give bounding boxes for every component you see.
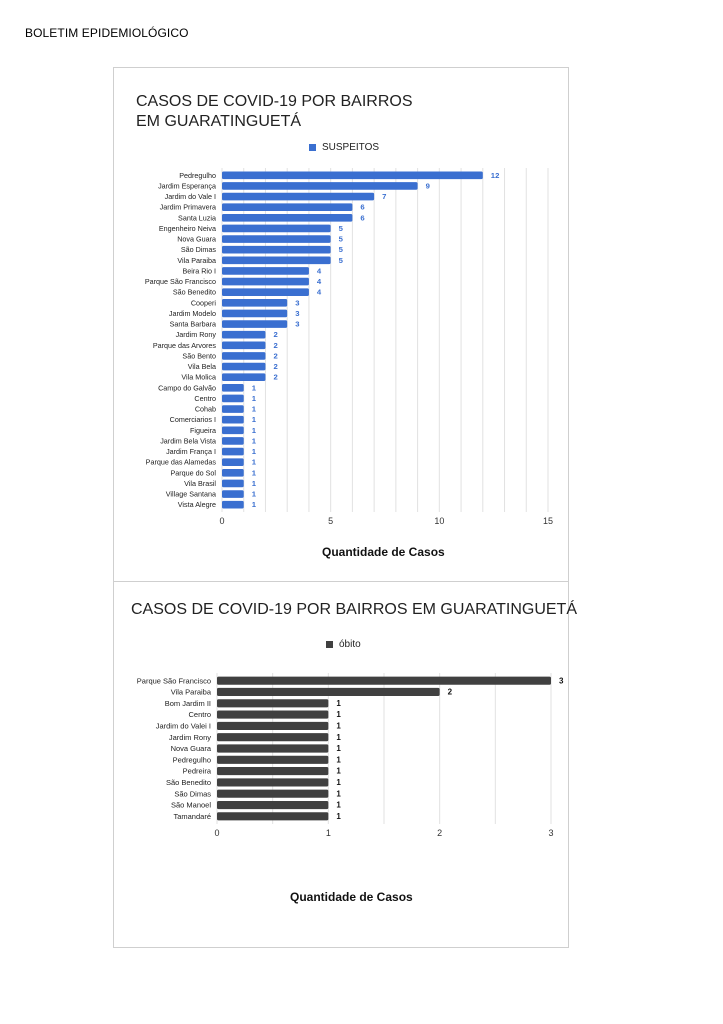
bar — [217, 790, 328, 798]
bar — [222, 501, 244, 509]
bar — [222, 395, 244, 403]
bar — [222, 310, 287, 318]
data-label: 1 — [251, 447, 257, 457]
data-label: 2 — [447, 687, 453, 697]
data-label: 1 — [251, 404, 257, 414]
x-tick-label: 0 — [219, 516, 225, 526]
bar — [222, 405, 244, 413]
category-label: Santa Luzia — [178, 213, 216, 223]
bar — [217, 688, 440, 696]
bar — [217, 711, 328, 719]
x-tick-label: 0 — [214, 828, 220, 838]
category-label: Jardim Primavera — [159, 202, 216, 212]
data-label: 4 — [316, 277, 322, 287]
bar — [222, 235, 331, 243]
bar — [222, 448, 244, 456]
category-label: Parque das Alamedas — [145, 457, 216, 467]
category-label: Parque das Arvores — [152, 340, 216, 350]
bar — [222, 490, 244, 498]
data-label: 6 — [360, 202, 365, 212]
x-tick-label: 2 — [437, 828, 443, 838]
bar — [222, 256, 331, 264]
legend-label: óbito — [339, 639, 361, 650]
data-label: 4 — [316, 266, 322, 276]
category-label: Jardim Bela Vista — [160, 436, 216, 446]
data-label: 1 — [336, 744, 341, 754]
category-label: Parque São Francisco — [136, 676, 211, 686]
bar — [217, 722, 328, 730]
bar — [222, 426, 244, 434]
data-label: 2 — [273, 340, 278, 350]
bar — [217, 677, 551, 685]
data-label: 1 — [251, 425, 257, 435]
category-label: Parque do Sol — [170, 468, 216, 478]
bar — [222, 352, 265, 360]
data-label: 1 — [336, 778, 341, 788]
data-label: 5 — [338, 234, 343, 244]
data-label: 3 — [295, 319, 300, 329]
category-label: Pedregulho — [172, 755, 211, 765]
category-label: Vila Paraiba — [177, 255, 216, 265]
bar — [222, 288, 309, 296]
data-label: 12 — [490, 170, 500, 180]
data-label: 2 — [273, 362, 278, 372]
category-label: Jardim do Vale I — [164, 192, 216, 202]
x-axis-label: Quantidade de Casos — [290, 890, 413, 904]
category-label: Pedregulho — [179, 170, 216, 180]
bar — [217, 744, 328, 752]
data-label: 1 — [251, 383, 257, 393]
data-label: 4 — [316, 287, 322, 297]
data-label: 1 — [251, 457, 257, 467]
document-header: BOLETIM EPIDEMIOLÓGICO — [25, 26, 189, 40]
data-label: 9 — [425, 181, 430, 191]
bar — [222, 267, 309, 275]
x-tick-label: 5 — [328, 516, 334, 526]
bar — [222, 278, 309, 286]
category-label: Nova Guara — [170, 744, 211, 754]
legend-label: SUSPEITOS — [322, 142, 380, 153]
category-label: Cohab — [194, 404, 216, 414]
bar — [222, 416, 244, 424]
data-label: 6 — [360, 213, 365, 223]
bar — [222, 246, 331, 254]
bar — [217, 778, 328, 786]
category-label: Jardim Esperança — [158, 181, 216, 191]
bar — [222, 373, 265, 381]
bar — [217, 699, 328, 707]
bar — [222, 341, 265, 349]
category-label: São Bento — [182, 351, 216, 361]
category-label: Tamandaré — [173, 811, 211, 821]
data-label: 3 — [295, 308, 300, 318]
chart-title: CASOS DE COVID-19 POR BAIRROS EM GUARATINGUETÁ — [136, 93, 413, 130]
category-label: Jardim França I — [166, 447, 216, 457]
category-label: Vista Alegre — [177, 500, 216, 510]
data-label: 1 — [336, 710, 341, 720]
data-label: 7 — [382, 192, 387, 202]
bar — [222, 384, 244, 392]
bar — [222, 171, 483, 179]
data-label: 1 — [336, 698, 341, 708]
bar — [222, 225, 331, 233]
data-label: 2 — [273, 330, 278, 340]
category-label: Jardim Rony — [175, 330, 216, 340]
bar — [222, 299, 287, 307]
category-label: Centro — [188, 710, 211, 720]
category-label: Figueira — [190, 425, 216, 435]
chart-title: CASOS DE COVID-19 POR BAIRROS EM GUARATINGUETÁ — [131, 601, 577, 618]
category-label: São Dimas — [180, 245, 216, 255]
category-label: São Benedito — [172, 287, 216, 297]
bar — [217, 812, 328, 820]
x-tick-label: 15 — [542, 516, 554, 526]
category-label: Jardim Modelo — [168, 308, 216, 318]
data-label: 1 — [336, 721, 341, 731]
bar — [222, 193, 374, 201]
category-label: Cooperi — [190, 298, 216, 308]
category-label: São Benedito — [165, 778, 211, 788]
bar — [217, 767, 328, 775]
category-label: Vila Molica — [181, 372, 216, 382]
category-label: Engenheiro Neiva — [158, 223, 216, 233]
category-label: Jardim Rony — [168, 732, 211, 742]
bar — [217, 756, 328, 764]
data-label: 1 — [251, 436, 257, 446]
data-label: 5 — [338, 245, 343, 255]
category-label: Comerciarios I — [169, 415, 216, 425]
data-label: 1 — [251, 415, 257, 425]
bar — [222, 458, 244, 466]
bar — [222, 469, 244, 477]
bar — [222, 203, 352, 211]
data-label: 2 — [273, 372, 278, 382]
bar — [217, 801, 328, 809]
category-label: Nova Guara — [177, 234, 216, 244]
category-label: São Dimas — [174, 789, 211, 799]
category-label: Pedreira — [182, 766, 211, 776]
chart-obito-panel — [113, 581, 577, 948]
bar-chart-suspeitos — [114, 68, 570, 583]
data-label: 1 — [251, 489, 257, 499]
bar — [222, 437, 244, 445]
data-label: 1 — [336, 800, 341, 810]
category-label: Vila Bela — [187, 362, 216, 372]
data-label: 1 — [336, 732, 341, 742]
data-label: 1 — [336, 755, 341, 765]
bar — [222, 363, 265, 371]
category-label: Parque São Francisco — [144, 277, 216, 287]
data-label: 5 — [338, 255, 343, 265]
chart-suspeitos-panel — [113, 67, 569, 582]
data-label: 2 — [273, 351, 278, 361]
bar — [222, 331, 265, 339]
bar — [222, 320, 287, 328]
bar — [222, 182, 418, 190]
x-axis-label: Quantidade de Casos — [322, 545, 445, 559]
data-label: 1 — [336, 789, 341, 799]
data-label: 1 — [336, 811, 341, 821]
category-label: Bom Jardim II — [164, 698, 211, 708]
category-label: Vila Paraiba — [170, 687, 211, 697]
category-label: São Manoel — [170, 800, 211, 810]
data-label: 1 — [251, 478, 257, 488]
data-label: 1 — [251, 393, 257, 403]
data-label: 1 — [336, 766, 341, 776]
data-label: 5 — [338, 223, 343, 233]
data-label: 1 — [251, 468, 257, 478]
bar — [222, 480, 244, 488]
category-label: Centro — [194, 393, 216, 403]
x-tick-label: 10 — [434, 516, 445, 526]
data-label: 3 — [559, 676, 564, 686]
category-label: Jardim do Valei I — [155, 721, 211, 731]
bar — [217, 733, 328, 741]
data-label: 3 — [295, 298, 300, 308]
x-tick-label: 3 — [548, 828, 554, 838]
data-label: 1 — [251, 500, 257, 510]
category-label: Campo do Galvão — [158, 383, 216, 393]
category-label: Beira Rio I — [182, 266, 216, 276]
category-label: Village Santana — [165, 489, 216, 499]
x-tick-label: 1 — [325, 828, 331, 838]
category-label: Santa Barbara — [169, 319, 216, 329]
bar — [222, 214, 352, 222]
category-label: Vila Brasil — [184, 478, 216, 488]
